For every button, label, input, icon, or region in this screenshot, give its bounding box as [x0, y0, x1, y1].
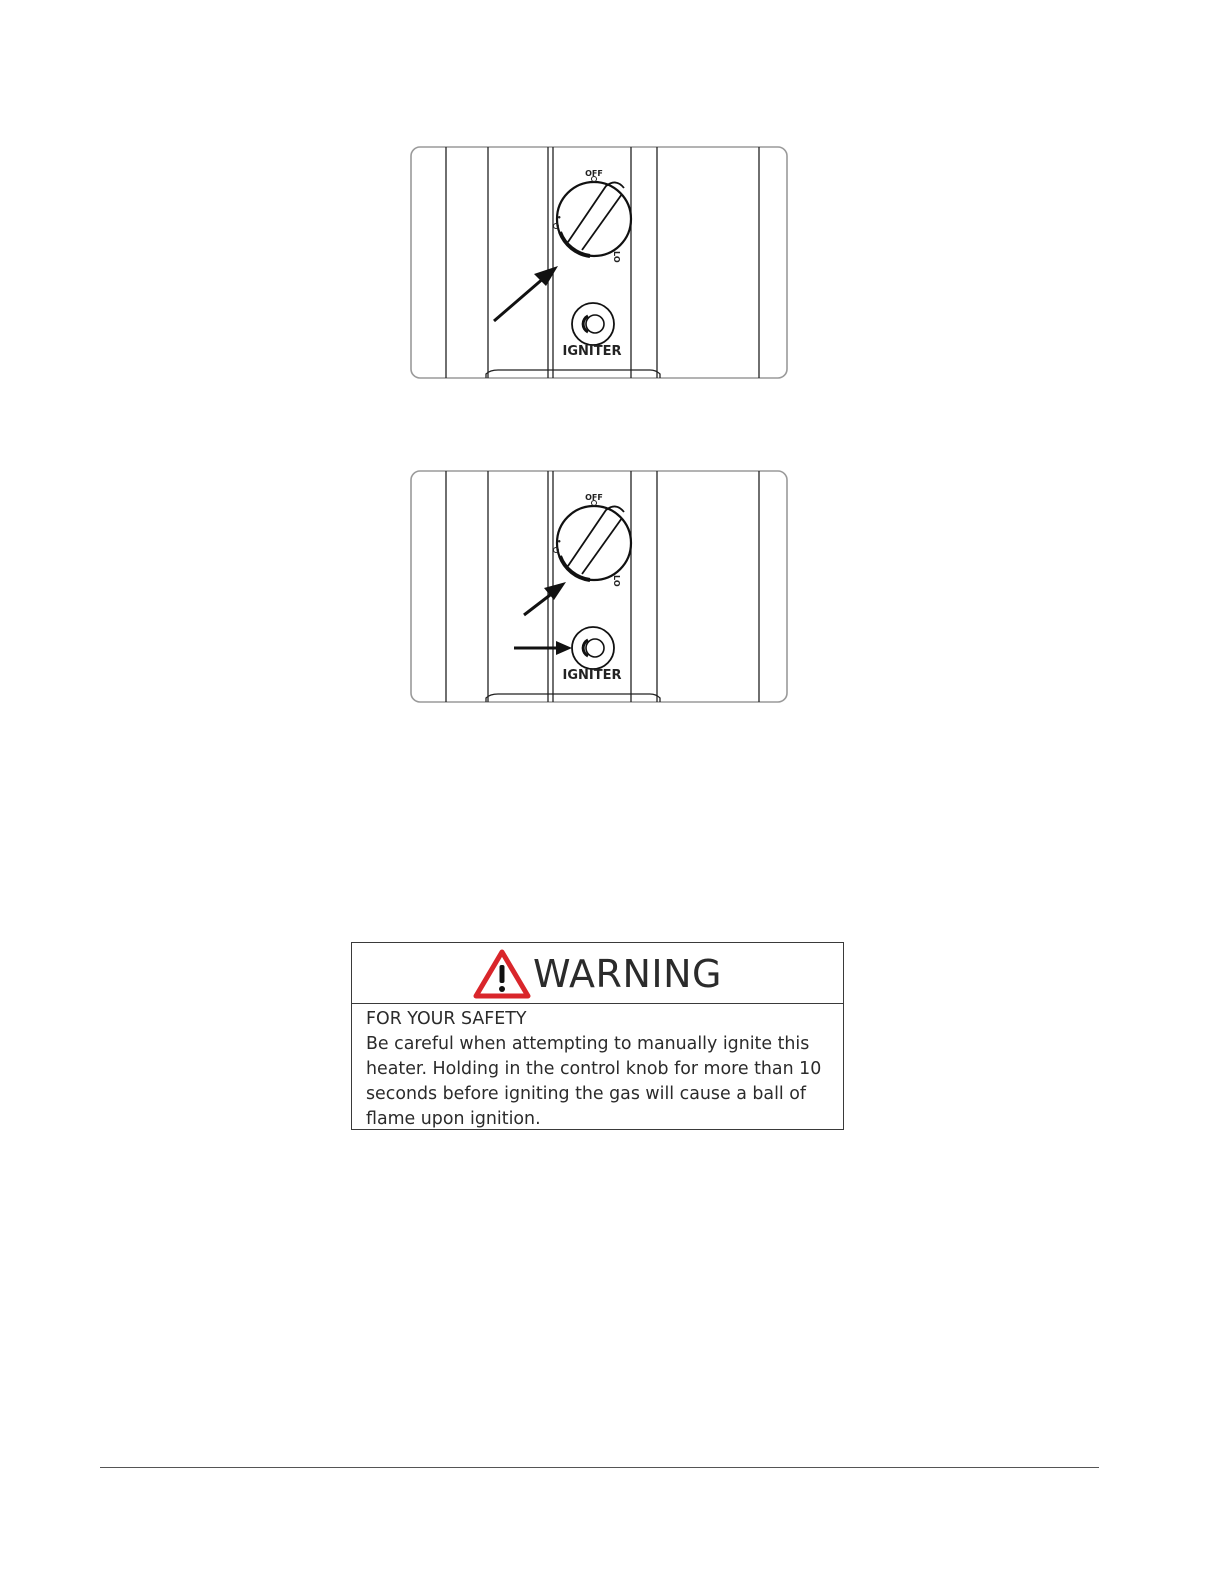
warning-title: WARNING: [533, 952, 722, 996]
warning-body: [352, 1004, 843, 1132]
control-panel-figure-1: [410, 146, 788, 379]
off-label: OFF: [585, 493, 603, 502]
control-panel-illustration: [410, 146, 788, 379]
warning-header: [352, 943, 843, 1004]
igniter-button: [572, 303, 614, 345]
igniter-button: [572, 627, 614, 669]
control-panel-illustration: [410, 470, 788, 703]
control-panel-figure-2: [410, 470, 788, 703]
warning-triangle-icon: [473, 949, 531, 999]
off-label: OFF: [585, 169, 603, 178]
warning-box: [351, 942, 844, 1130]
warning-subhead: FOR YOUR SAFETY: [366, 1009, 527, 1029]
lo-label: LO: [612, 251, 621, 263]
igniter-label: IGNITER: [562, 668, 622, 683]
svg-text:•: •: [557, 538, 562, 546]
svg-text:•: •: [557, 214, 562, 222]
footer-divider: [100, 1467, 1099, 1468]
igniter-label: IGNITER: [562, 344, 622, 359]
warning-text: Be careful when attempting to manually ignite this heater. Holding in the control knob for more than 10 seconds before igniting the gas will cause a ball of flame upon ignition.: [366, 1034, 822, 1129]
lo-label: LO: [612, 575, 621, 587]
